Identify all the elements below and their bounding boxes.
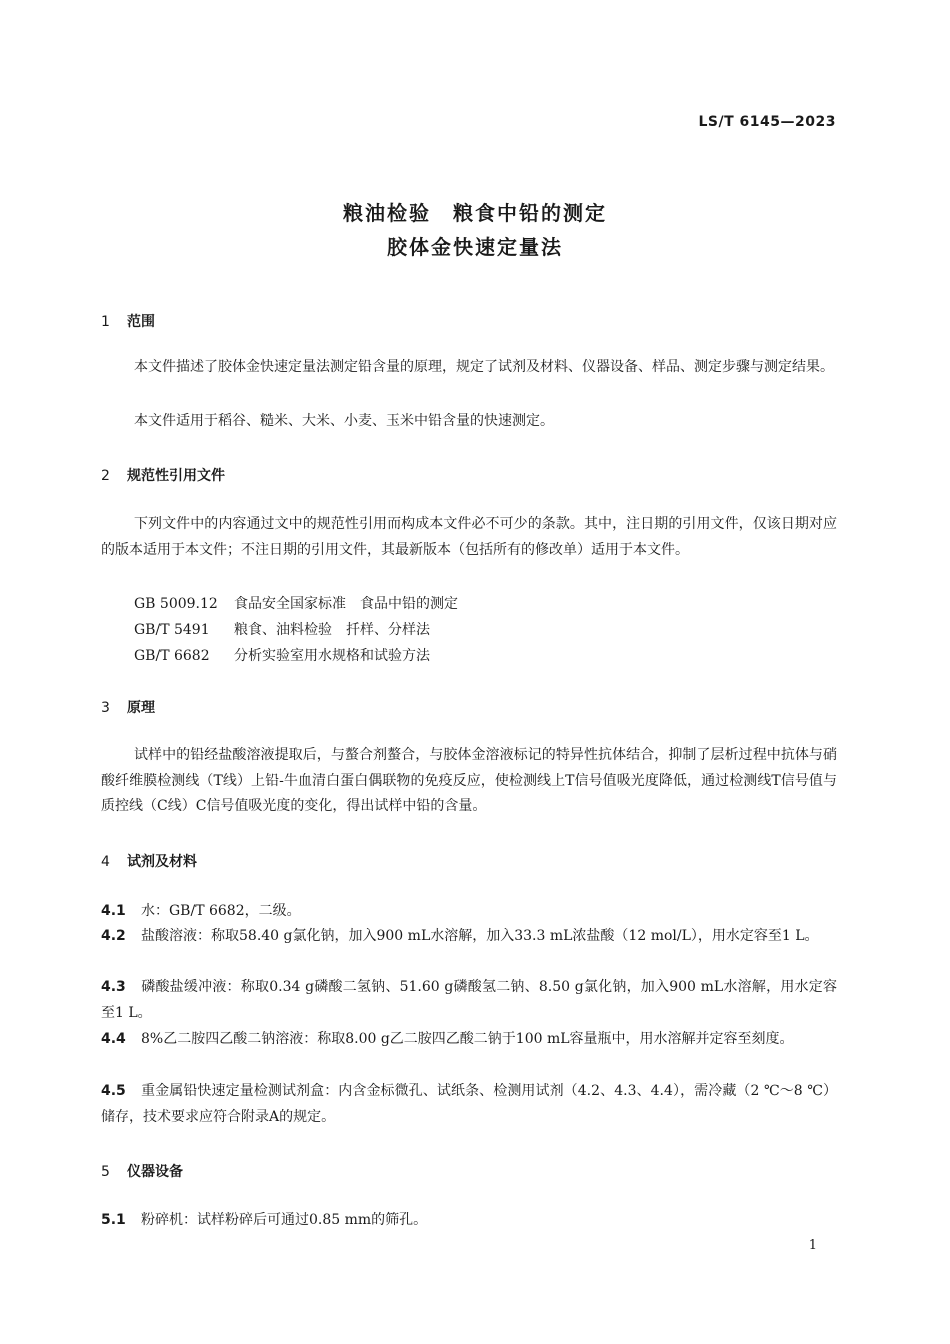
reference-title: 分析实验室用水规格和试验方法 <box>234 648 430 664</box>
clause-text: 粉碎机：试样粉碎后可通过0.85 mm的筛孔。 <box>141 1212 428 1228</box>
normative-reference <box>134 619 430 639</box>
reference-code: GB 5009.12 <box>134 596 218 612</box>
reference-title: 粮食、油料检验 扦样、分样法 <box>234 622 430 638</box>
section-title: 原理 <box>127 700 155 716</box>
clause <box>101 1079 837 1130</box>
reference-code: GB/T 6682 <box>134 648 210 664</box>
paragraph: 下列文件中的内容通过文中的规范性引用而构成本文件必不可少的条款。其中，注日期的引用文件，仅该日期对应的版本适用于本文件；不注日期的引用文件，其最新版本（包括所有的修改单）适用于本文件。 <box>101 516 837 558</box>
clause-text: 8%乙二胺四乙酸二钠溶液：称取8.00 g乙二胺四乙酸二钠于100 mL容量瓶中，用水溶解并定容至刻度。 <box>141 1031 794 1047</box>
section-number: 3 <box>101 700 110 716</box>
paragraph: 试样中的铅经盐酸溶液提取后，与螯合剂螯合，与胶体金溶液标记的特异性抗体结合，抑制了层析过程中抗体与硝酸纤维膜检测线（T线）上铅-牛血清白蛋白偶联物的免疫反应，使检测线上T信号值吸光度降低，通过检测线T信号值与质控线（C线）C信号值吸光度的变化，得出试样中铅的含量。 <box>101 747 837 814</box>
clause-number: 4.3 <box>101 979 126 995</box>
clause-text: 水：GB/T 6682，二级。 <box>141 903 301 919</box>
normative-reference <box>134 645 430 665</box>
reference-code: GB/T 5491 <box>134 622 210 638</box>
clause <box>101 899 837 925</box>
section-title: 仪器设备 <box>127 1164 183 1180</box>
clause-number: 4.4 <box>101 1031 126 1047</box>
section-heading-2 <box>101 465 225 485</box>
clause-number: 5.1 <box>101 1212 126 1228</box>
clause-text: 磷酸盐缓冲液：称取0.34 g磷酸二氢钠、51.60 g磷酸氢二钠、8.50 g氯化钠，加入900 mL水溶解，用水定容至1 L。 <box>101 979 837 1021</box>
clause-number: 4.5 <box>101 1083 126 1099</box>
standard-code: LS/T 6145—2023 <box>698 114 836 130</box>
clause <box>101 1208 837 1234</box>
clause-number: 4.1 <box>101 903 126 919</box>
section-title: 试剂及材料 <box>127 854 197 870</box>
page-number: 1 <box>808 1238 817 1253</box>
reference-title: 食品安全国家标准 食品中铅的测定 <box>234 596 458 612</box>
document-title-line1: 粮油检验 粮食中铅的测定 <box>343 201 607 225</box>
section-number: 1 <box>101 314 110 330</box>
section-title: 范围 <box>127 314 155 330</box>
clause <box>101 1027 837 1053</box>
section-heading-5 <box>101 1161 183 1181</box>
clause-number: 4.2 <box>101 928 126 944</box>
clause-text: 重金属铅快速定量检测试剂盒：内含金标微孔、试纸条、检测用试剂（4.2、4.3、4.4），需冷藏（2 ℃～8 ℃）储存，技术要求应符合附录A的规定。 <box>101 1083 837 1125</box>
clause-text: 盐酸溶液：称取58.40 g氯化钠，加入900 mL水溶解，加入33.3 mL浓盐酸（12 mol/L），用水定容至1 L。 <box>141 928 819 944</box>
paragraph: 本文件适用于稻谷、糙米、大米、小麦、玉米中铅含量的快速测定。 <box>134 413 554 429</box>
paragraph: 本文件描述了胶体金快速定量法测定铅含量的原理，规定了试剂及材料、仪器设备、样品、测定步骤与测定结果。 <box>134 359 834 375</box>
section-number: 5 <box>101 1164 110 1180</box>
section-heading-3 <box>101 697 155 717</box>
section-title: 规范性引用文件 <box>127 468 225 484</box>
section-heading-4 <box>101 851 197 871</box>
section-heading-1 <box>101 311 155 331</box>
clause <box>101 924 837 950</box>
section-number: 4 <box>101 854 110 870</box>
section-number: 2 <box>101 468 110 484</box>
normative-reference <box>134 593 458 613</box>
clause <box>101 975 837 1026</box>
document-title-line2: 胶体金快速定量法 <box>387 235 563 259</box>
